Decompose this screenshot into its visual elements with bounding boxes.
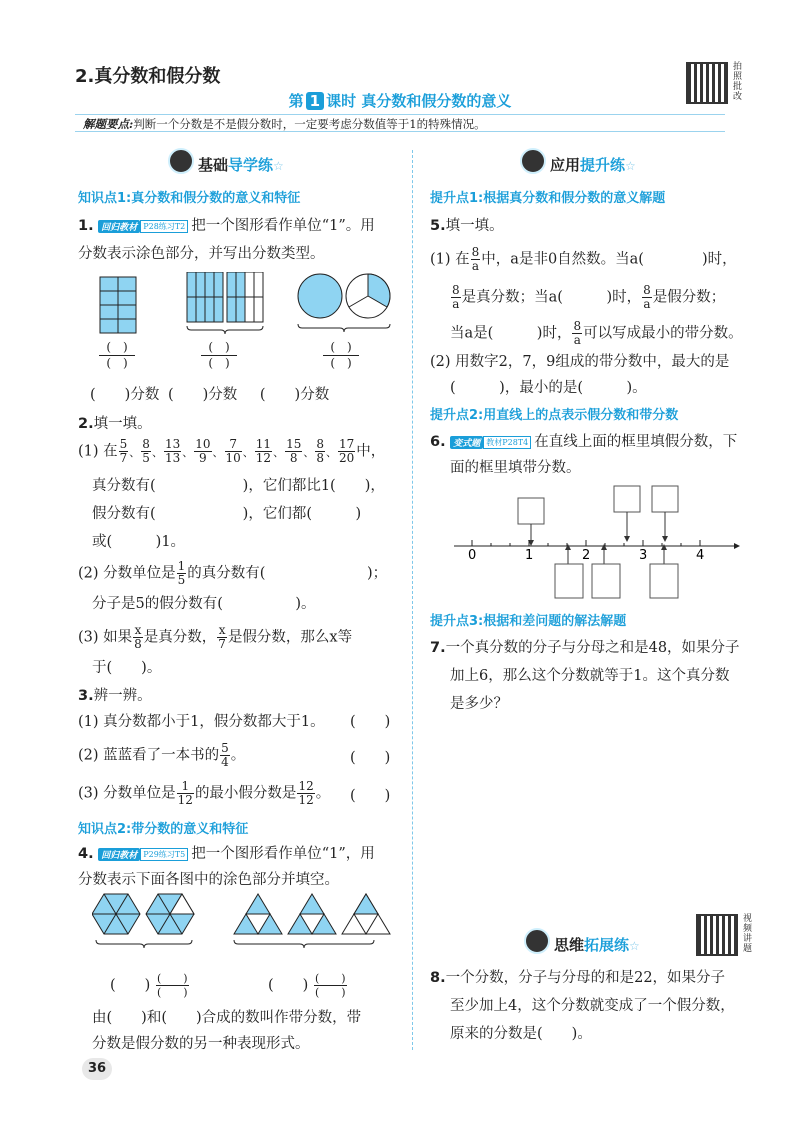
q2-separator: 、 bbox=[212, 445, 224, 459]
q2-fraction-num: 15 bbox=[286, 437, 302, 451]
q6-bottom-box-1[interactable] bbox=[555, 564, 583, 598]
q1-type-blank-3[interactable]: ( ) bbox=[259, 387, 301, 403]
lesson-title bbox=[0, 90, 800, 111]
q5-number: 5. bbox=[430, 218, 446, 234]
tip-text: 判断一个分数是不是假分数时，一定要考虑分数值等于1的特殊情况。 bbox=[133, 117, 486, 131]
video-qr-label: 视频讲题 bbox=[743, 914, 753, 954]
q2-p1-line1 bbox=[78, 438, 385, 465]
q2-p2-denominator: 5 bbox=[177, 573, 186, 587]
q2-p3-line2: 于( )。 bbox=[92, 660, 162, 676]
q3-judge-3[interactable]: ( ) bbox=[350, 788, 391, 804]
section-applied-a: 应用 bbox=[550, 156, 581, 174]
q3-s3-suffix: 。 bbox=[315, 785, 331, 802]
improve-point-1: 提升点1:根据真分数和假分数的意义解题 bbox=[430, 191, 666, 206]
q5-fraction-2 bbox=[451, 284, 461, 311]
q5-fraction-3 bbox=[642, 284, 652, 311]
q2-fraction-num: 7 bbox=[225, 438, 242, 452]
q4-text1: 把一个图形看作单位“1”，用 bbox=[191, 846, 375, 862]
q4-mixed-2-num[interactable]: ( ) bbox=[314, 972, 346, 985]
q8-text1: 一个分数，分子与分母的和是22，如果分子 bbox=[445, 970, 726, 986]
lesson-prefix: 第 bbox=[288, 92, 304, 110]
q5-line4: (2) 用数字2，7，9组成的带分数中，最大的是 bbox=[430, 354, 730, 370]
q4-mixed-1-den[interactable]: ( ) bbox=[156, 986, 188, 999]
q3-s2-suffix: 。 bbox=[230, 747, 246, 764]
q3-s3 bbox=[78, 780, 330, 807]
q3-header bbox=[78, 684, 152, 705]
q6-ticks bbox=[468, 540, 704, 563]
q5-f1-num: 8 bbox=[471, 245, 480, 259]
q6-top-box-2[interactable] bbox=[614, 486, 640, 512]
q2-header bbox=[78, 412, 152, 433]
q1-line2: 分数表示涂色部分，并写出分数类型。 bbox=[78, 246, 325, 262]
q2-p2-fraction bbox=[177, 560, 187, 587]
q2-fraction-den: 8 bbox=[316, 451, 324, 465]
q1-blank-1[interactable]: ( ) ( ) bbox=[99, 340, 135, 371]
q6-bottom-box-3[interactable] bbox=[650, 564, 678, 598]
q3-s3-f1-den: 12 bbox=[177, 793, 193, 807]
q4-mixed-2-frac[interactable] bbox=[314, 972, 347, 999]
q2-fraction bbox=[194, 438, 211, 465]
q2-fraction-den: 12 bbox=[255, 451, 272, 465]
q7-line3: 是多少？ bbox=[450, 696, 508, 712]
q1-tag-ref: P28练习T2 bbox=[140, 220, 188, 233]
q1-type-blank-1[interactable]: ( ) bbox=[90, 387, 131, 403]
q2-fraction-list bbox=[118, 437, 357, 465]
q2-fraction bbox=[141, 438, 151, 465]
q2-p3-fraction-1 bbox=[133, 624, 143, 651]
q6-top-box-1[interactable] bbox=[518, 498, 544, 524]
q2-fraction-num: 13 bbox=[164, 437, 181, 451]
q4-line4: 分数是假分数的另一种表现形式。 bbox=[92, 1036, 310, 1052]
q2-fraction bbox=[315, 438, 325, 465]
q2-separator: 、 bbox=[303, 445, 315, 459]
q6-tick-label: 1 bbox=[525, 548, 534, 563]
q7-line1 bbox=[430, 636, 740, 657]
q4-mixed-1-frac[interactable] bbox=[156, 972, 189, 999]
q2-fraction bbox=[255, 438, 272, 465]
q2-p3-fraction-2 bbox=[217, 624, 227, 651]
q2-fraction bbox=[285, 438, 302, 465]
q3-s2 bbox=[78, 742, 245, 769]
star-icon: ☆ bbox=[273, 159, 284, 173]
q3-s3-prefix: (3) 分数单位是 bbox=[78, 785, 176, 802]
q6-tag-ref: 教材P28T4 bbox=[483, 436, 531, 449]
star-icon: ☆ bbox=[629, 939, 640, 953]
q8-line2: 至少加上4，这个分数就变成了一个假分数， bbox=[450, 998, 735, 1014]
q4-mixed-1-num[interactable]: ( ) bbox=[156, 972, 188, 985]
page-number: 36 bbox=[82, 1058, 112, 1080]
q6-line1 bbox=[430, 430, 737, 451]
q3-s1: (1) 真分数都小于1，假分数都大于1。 bbox=[78, 714, 325, 730]
qr-code-icon[interactable] bbox=[686, 62, 728, 104]
q5-l3-suffix: 可以写成最小的带分数。 bbox=[583, 325, 743, 342]
q3-s3-f2-den: 12 bbox=[298, 793, 314, 807]
q4-triangle-1 bbox=[234, 894, 282, 934]
lesson-name: 课时 真分数和假分数的意义 bbox=[326, 92, 512, 110]
q5-f1-den: a bbox=[471, 259, 480, 273]
q4-triangle-3 bbox=[342, 894, 390, 934]
q5-line1 bbox=[430, 246, 737, 273]
q4-hexagon-1 bbox=[92, 894, 140, 934]
q5-f2-den: a bbox=[452, 297, 460, 311]
q7-text1: 一个真分数的分子与分母之和是48，如果分子 bbox=[445, 640, 740, 656]
section-extend-a: 思维 bbox=[554, 936, 585, 954]
q4-mixed-2[interactable] bbox=[268, 972, 348, 999]
q2-fraction-den: 10 bbox=[225, 451, 241, 465]
q4-mixed-2-den[interactable]: ( ) bbox=[314, 986, 346, 999]
q5-f4-num: 8 bbox=[573, 319, 582, 333]
q1-text1: 把一个图形看作单位“1”。用 bbox=[191, 218, 375, 234]
q6-tag: 变式题 bbox=[450, 436, 483, 449]
q2-fraction bbox=[119, 438, 129, 465]
q5-fraction-4 bbox=[572, 320, 582, 347]
q1-type-blank-2[interactable]: ( ) bbox=[167, 387, 209, 403]
q1-figure-2 bbox=[187, 272, 263, 334]
q2-p3-suffix: 是假分数，那么x等 bbox=[227, 629, 353, 646]
q2-p2-line1 bbox=[78, 560, 387, 587]
q2-p2-prefix: (2) 分数单位是 bbox=[78, 565, 176, 582]
q2-fraction-num: 10 bbox=[195, 437, 211, 451]
q2-fraction bbox=[164, 438, 181, 465]
q7-number: 7. bbox=[430, 640, 446, 656]
q2-p3-f1-den: 8 bbox=[134, 637, 142, 651]
q6-bottom-box-2[interactable] bbox=[592, 564, 620, 598]
q3-s3-f1-num: 1 bbox=[177, 780, 194, 794]
q5-fraction-1 bbox=[471, 246, 481, 273]
star-icon: ☆ bbox=[625, 159, 636, 173]
q2-p3-line1 bbox=[78, 624, 352, 651]
q3-s3-mid: 的最小假分数是 bbox=[194, 785, 297, 802]
q5-line2 bbox=[450, 284, 725, 311]
q1-blank-3[interactable]: ( ) ( ) bbox=[323, 340, 359, 371]
section-basic-a: 基础 bbox=[198, 156, 229, 174]
q3-judge-1[interactable]: ( ) bbox=[350, 714, 391, 730]
mascot-icon bbox=[520, 148, 546, 174]
q2-fraction bbox=[225, 438, 242, 465]
q2-separator: 、 bbox=[129, 445, 141, 459]
q2-fraction-den: 8 bbox=[289, 451, 298, 465]
q2-separator: 、 bbox=[273, 445, 285, 459]
q6-line2: 面的框里填带分数。 bbox=[450, 460, 581, 476]
q8-line3: 原来的分数是( )。 bbox=[450, 1026, 592, 1042]
q2-p3-prefix: (3) 如果 bbox=[78, 629, 133, 646]
q4-line2: 分数表示下面各图中的涂色部分并填空。 bbox=[78, 872, 339, 888]
tip-bar bbox=[75, 114, 725, 132]
q2-p2-numerator: 1 bbox=[177, 559, 186, 573]
q6-tick-label: 4 bbox=[696, 548, 705, 563]
q5-f4-den: a bbox=[573, 333, 581, 347]
q5-f3-num: 8 bbox=[643, 283, 651, 297]
q4-triangle-2 bbox=[288, 894, 336, 934]
q2-p1-suffix: 中， bbox=[356, 443, 386, 460]
column-divider bbox=[412, 150, 413, 1050]
q1-type-label-2: 分数 bbox=[208, 387, 238, 403]
q2-fraction-num: 8 bbox=[316, 437, 324, 451]
q1-blank-2[interactable]: ( ) ( ) bbox=[201, 340, 237, 371]
q3-s3-f2-num: 12 bbox=[298, 779, 314, 793]
q3-s2-num: 5 bbox=[221, 741, 229, 755]
q2-p1-line4: 或( )1。 bbox=[92, 534, 186, 550]
section-basic-b: 导学练 bbox=[228, 156, 274, 174]
improve-point-2: 提升点2:用直线上的点表示假分数和带分数 bbox=[430, 408, 679, 423]
q4-number: 4. bbox=[78, 846, 94, 862]
q2-fraction-num: 11 bbox=[255, 437, 272, 451]
q5-l3-prefix: 当a是( )时， bbox=[450, 325, 572, 342]
q3-s2-den: 4 bbox=[221, 755, 229, 769]
q5-f3-den: a bbox=[643, 297, 651, 311]
q2-p1-line3: 假分数有( )，它们都( ) bbox=[92, 506, 362, 522]
q6-number: 6. bbox=[430, 434, 446, 450]
q1-tag: 回归教材 bbox=[98, 220, 140, 233]
q6-top-box-3[interactable] bbox=[652, 486, 678, 512]
q3-judge-2[interactable]: ( ) bbox=[350, 750, 391, 766]
q5-l2-end: 是假分数； bbox=[652, 289, 726, 306]
q1-type-label-3: 分数 bbox=[300, 387, 330, 403]
q5-line5: ( )，最小的是( )。 bbox=[450, 380, 647, 396]
q4-line1 bbox=[78, 842, 375, 863]
section-extend-b: 拓展练 bbox=[584, 936, 630, 954]
q7-line2: 加上6，那么这个分数就等于1。这个真分数 bbox=[450, 668, 730, 684]
q2-fraction bbox=[338, 438, 355, 465]
q1-number: 1. bbox=[78, 218, 94, 234]
q3-number: 3. bbox=[78, 688, 94, 704]
tip-label: 解题要点: bbox=[83, 117, 134, 131]
video-qr-code-icon[interactable] bbox=[696, 914, 738, 956]
q2-text: 填一填。 bbox=[93, 416, 152, 432]
q5-line3 bbox=[450, 320, 743, 347]
q2-p1-prefix: (1) 在 bbox=[78, 443, 118, 460]
q3-text: 辨一辨。 bbox=[93, 688, 152, 704]
mascot-icon bbox=[168, 148, 194, 174]
q4-figures bbox=[92, 892, 402, 958]
q8-line1 bbox=[430, 966, 725, 987]
q3-s3-fraction-1 bbox=[177, 780, 194, 807]
q2-fraction-den: 9 bbox=[199, 451, 207, 465]
q4-hexagon-2 bbox=[146, 894, 194, 934]
q1-line1 bbox=[78, 214, 375, 235]
q2-fraction-den: 7 bbox=[119, 451, 128, 465]
lesson-number: 1 bbox=[306, 92, 324, 110]
knowledge-point-2: 知识点2:带分数的意义和特征 bbox=[78, 822, 249, 837]
q4-mixed-1-whole[interactable]: ( ) bbox=[110, 977, 151, 994]
q2-separator: 、 bbox=[151, 445, 163, 459]
q2-p3-f2-num: x bbox=[218, 623, 226, 637]
q2-p3-f1-num: x bbox=[134, 623, 142, 637]
q3-s2-fraction bbox=[220, 742, 230, 769]
q5-f2-num: 8 bbox=[452, 283, 460, 297]
qr-label: 拍照批改 bbox=[733, 62, 743, 102]
improve-point-3: 提升点3:根据和差问题的解法解题 bbox=[430, 614, 627, 629]
q5-l1-prefix: (1) 在 bbox=[430, 251, 470, 268]
q6-number-line bbox=[452, 484, 742, 604]
q6-text1: 在直线上面的框里填假分数，下 bbox=[534, 434, 738, 450]
q2-separator: 、 bbox=[182, 445, 194, 459]
chapter-title: 2.真分数和假分数 bbox=[75, 66, 221, 87]
q4-mixed-2-whole[interactable]: ( ) bbox=[268, 977, 309, 994]
knowledge-point-1: 知识点1:真分数和假分数的意义和特征 bbox=[78, 191, 301, 206]
q2-p2-line2: 分子是5的假分数有( )。 bbox=[92, 596, 316, 612]
q1-figure-1 bbox=[100, 277, 136, 333]
q2-fraction-den: 5 bbox=[142, 451, 150, 465]
q2-p3-mid: 是真分数， bbox=[143, 629, 217, 646]
q6-tick-label: 3 bbox=[639, 548, 648, 563]
q5-header bbox=[430, 214, 504, 235]
q2-separator: 、 bbox=[242, 445, 254, 459]
q3-s2-prefix: (2) 蓝蓝看了一本书的 bbox=[78, 747, 220, 764]
section-applied-b: 提升练 bbox=[580, 156, 626, 174]
q1-figure-3 bbox=[298, 274, 390, 332]
q4-tag: 回归教材 bbox=[98, 848, 140, 861]
q2-fraction-den: 20 bbox=[338, 451, 355, 465]
q2-p1-line2: 真分数有( )，它们都比1( )， bbox=[92, 478, 385, 494]
q2-fraction-num: 8 bbox=[142, 437, 150, 451]
q2-fraction-num: 5 bbox=[119, 437, 128, 451]
q8-number: 8. bbox=[430, 970, 446, 986]
q1-type-row bbox=[90, 383, 329, 404]
mascot-icon bbox=[524, 928, 550, 954]
q4-mixed-1[interactable] bbox=[110, 972, 190, 999]
q2-separator: 、 bbox=[325, 445, 337, 459]
q3-s3-fraction-2 bbox=[297, 780, 314, 807]
q2-p2-suffix: 的真分数有( )； bbox=[187, 565, 388, 582]
q1-type-label-1: 分数 bbox=[130, 387, 160, 403]
q2-number: 2. bbox=[78, 416, 94, 432]
q2-p3-f2-den: 7 bbox=[218, 637, 226, 651]
q4-tag-ref: P29练习T5 bbox=[140, 848, 188, 861]
q2-fraction-num: 17 bbox=[338, 437, 355, 451]
q5-text: 填一填。 bbox=[445, 218, 504, 234]
q4-line3: 由( )和( )合成的数叫作带分数，带 bbox=[92, 1010, 362, 1026]
q2-fraction-den: 13 bbox=[164, 451, 181, 465]
q5-l2-text: 是真分数；当a( )时， bbox=[461, 289, 642, 306]
q5-l1-suffix: 中，a是非0自然数。当a( )时， bbox=[481, 251, 737, 268]
q6-tick-label: 2 bbox=[582, 548, 591, 563]
q6-tick-label: 0 bbox=[468, 548, 477, 563]
